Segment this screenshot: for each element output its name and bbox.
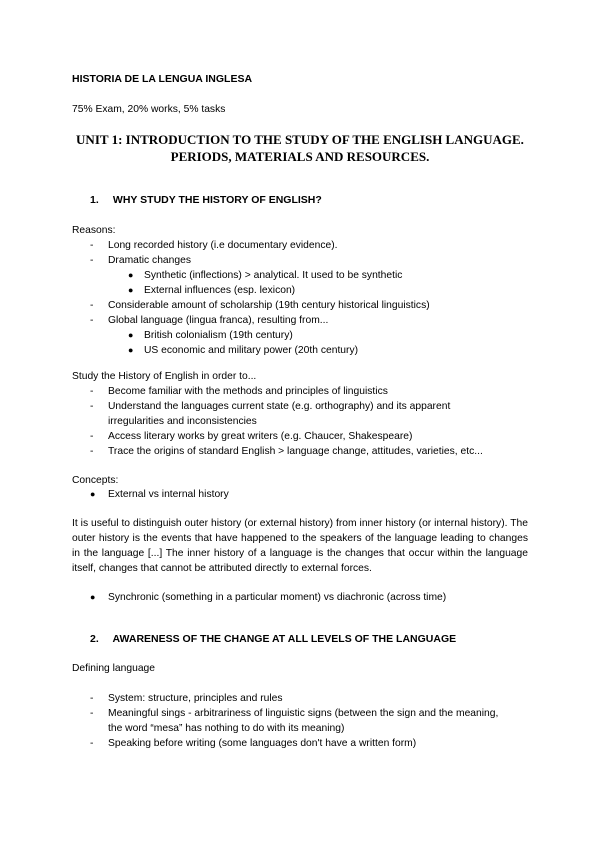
list-item: ● External influences (esp. lexicon): [128, 285, 296, 296]
section-1-heading: [72, 193, 322, 208]
list-item: ● Synchronic (something in a particular moment) vs diachronic (across time): [90, 592, 447, 603]
list-item: - Understand the languages current state (e.g. orthography) and its apparent irregularities and inconsistencies: [90, 401, 451, 427]
reasons-label: Reasons:: [72, 225, 116, 236]
section-2-heading: [72, 632, 456, 647]
concepts-list-1: [72, 487, 528, 502]
list-item: ● External vs internal history: [90, 489, 229, 500]
list-item: - Access literary works by great writers (e.g. Chaucer, Shakespeare): [90, 431, 413, 442]
section-1-number: 1.: [90, 194, 99, 206]
list-item: ● Synthetic (inflections) > analytical. It used to be synthetic: [128, 270, 403, 281]
reasons-list: [72, 238, 528, 358]
list-item: - Meaningful sings - arbitrariness of linguistic signs (between the sign and the meaning, the word “mesa” has nothing to do with its meaning): [90, 708, 499, 734]
list-item: - Trace the origins of standard English > language change, attitudes, varieties, etc...: [90, 446, 483, 457]
unit-title: UNIT 1: INTRODUCTION TO THE STUDY OF THE ENGLISH LANGUAGE. PERIODS, MATERIALS AND RESOURCES.: [76, 132, 524, 164]
list-item: ● US economic and military power (20th century): [128, 345, 359, 356]
list-item: - System: structure, principles and rules: [90, 693, 283, 704]
defining-label: Defining language: [72, 663, 156, 674]
list-item: - Become familiar with the methods and principles of linguistics: [90, 386, 388, 397]
study-list: [72, 384, 528, 459]
list-item: - Dramatic changes: [90, 255, 191, 266]
list-item: ● British colonialism (19th century): [128, 330, 293, 341]
section-2-number: 2.: [90, 633, 99, 645]
section-2-title: AWARENESS OF THE CHANGE AT ALL LEVELS OF THE LANGUAGE: [112, 633, 457, 645]
study-label: Study the History of English in order to...: [72, 371, 257, 382]
course-title: HISTORIA DE LA LENGUA INGLESA: [72, 73, 253, 85]
concepts-label: Concepts:: [72, 475, 119, 486]
concepts-list-2: [72, 590, 528, 605]
language-list: [72, 691, 528, 751]
list-item: - Long recorded history (i.e documentary evidence).: [90, 240, 338, 251]
list-item: - Speaking before writing (some languages don't have a written form): [90, 738, 417, 749]
section-1-title: WHY STUDY THE HISTORY OF ENGLISH?: [112, 194, 322, 206]
list-item: - Considerable amount of scholarship (19th century historical linguistics): [90, 300, 430, 311]
list-item: - Global language (lingua franca), resulting from...: [90, 315, 329, 326]
grading-line: 75% Exam, 20% works, 5% tasks: [72, 104, 226, 115]
history-paragraph: It is useful to distinguish outer history (or external history) from inner history (or internal history). The outer history is the events that have happened to the speakers of the language leading to changes in the language [...] The inner history of a language is the changes that occur within the language itself, changes that cannot be attributed directly to external forces.: [72, 518, 528, 574]
